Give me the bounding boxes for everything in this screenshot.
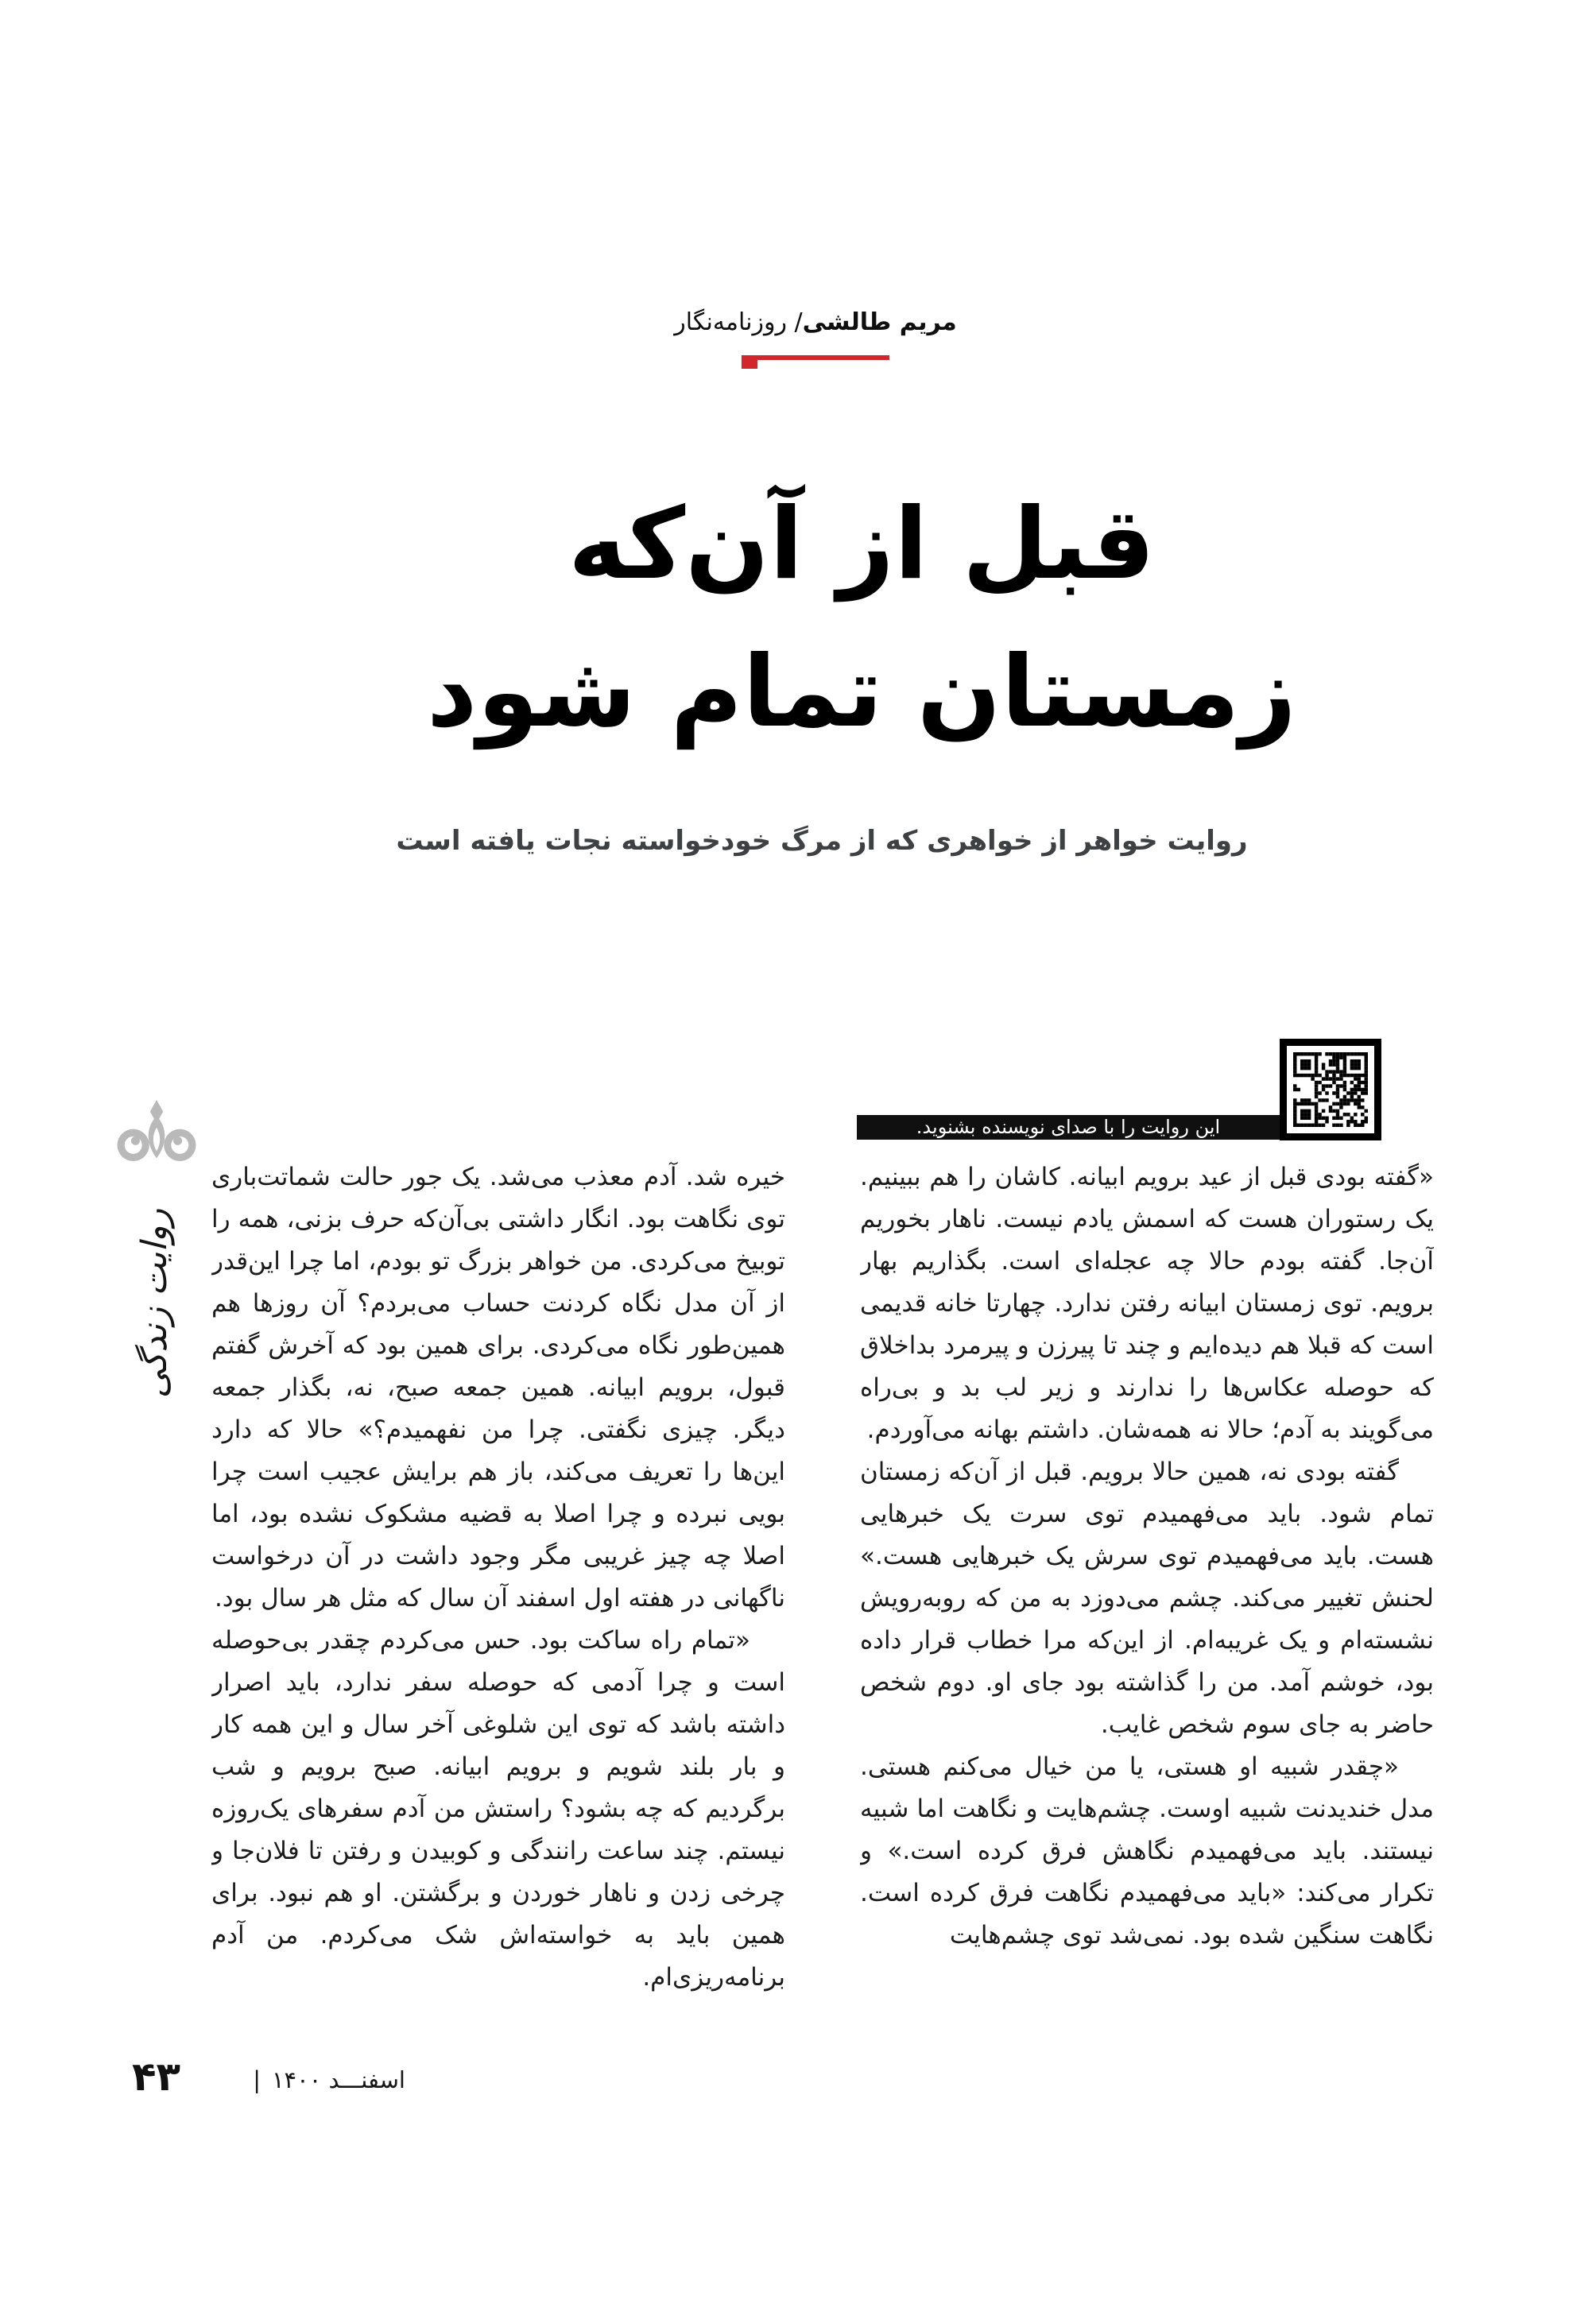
byline <box>657 308 974 336</box>
byline-rule-line <box>757 355 889 360</box>
paragraph: «چقدر شبیه او هستی، یا من خیال می‌کنم هستی. مدل خندیدنت شبیه اوست. چشم‌هایت و نگاهت اما شبیه نیستند. باید می‌فهمیدم نگاهش فرق کرده است.» و تکرار می‌کند: «باید می‌فهمیدم نگاهت فرق کرده است. نگاهت سنگین شده بود. نمی‌شد توی چشم‌هایت <box>860 1752 1434 1950</box>
article-title <box>369 470 1354 766</box>
title-line-2: زمستان تمام شود <box>426 635 1297 749</box>
audio-bar <box>857 1115 1280 1140</box>
paragraph: خیره شد. آدم معذب می‌شد. یک جور حالت شماتت‌باری توی نگاهت بود. انگار داشتی بی‌آن‌که حرف بزنی، همه را توبیخ می‌کردی. من خواهر بزرگ تو بودم، اما چرا این‌قدر از آن مدل نگاه کردنت حساب می‌بردم؟ آن روزها هم همین‌طور نگاه می‌کردی. برای همین بود که آخرش گفتم قبول، برویم ابیانه. همین جمعه صبح، نه، بگذار جمعه دیگر. چیزی نگفتی. چرا من نفهمیدم؟» حالا که دارد این‌ها را تعریف می‌کند، باز هم برایش عجیب است چرا بویی نبرده و چرا اصلا به قضیه مشکوک نشده بود، اما اصلا چه چیز غریبی مگر وجود داشت در آن درخواست ناگهانی در هفته اول اسفند آن سال که مثل هر سال بود. <box>211 1163 785 1613</box>
page-number: ۴۳ <box>132 2054 181 2100</box>
sidebar-section-label: روایت زندگی <box>134 1208 175 1399</box>
qr-code <box>1280 1039 1381 1140</box>
issue-date <box>230 2066 405 2093</box>
author-role: / روزنامه‌نگار <box>674 308 803 336</box>
column-left <box>211 1156 785 2062</box>
title-line-1: قبل از آن‌که <box>568 487 1156 602</box>
paragraph: «گفته بودی قبل از عید برویم ابیانه. کاشان را هم ببینیم. یک رستوران هست که اسمش یادم نیست. ناهار بخوریم آن‌جا. گفته بودم حالا چه عجله‌ای است. بگذاریم بهار برویم. توی زمستان ابیانه رفتن ندارد. چهارتا خانه قدیمی است که قبلا هم دیده‌ایم و چند تا پیرزن و پیرمرد بداخلاق که حوصله عکاس‌ها را ندارند و زیر لب بد و بی‌راه می‌گویند به آدم؛ حالا نه همه‌شان. داشتم بهانه می‌آوردم. <box>860 1163 1434 1444</box>
paragraph: گفته بودی نه، همین حالا برویم. قبل از آن‌که زمستان تمام شود. باید می‌فهمیدم توی سرت یک خبرهایی هست. باید می‌فهمیدم توی سرش یک خبرهایی هست.» لحنش تغییر می‌کند. چشم می‌دوزد به من که روبه‌رویش نشسته‌ام و یک غریبه‌ام. از این‌که مرا خطاب قرار داده بود، خوشم آمد. من را گذاشته بود جای او. دوم شخص حاضر به جای سوم شخص غایب. <box>860 1458 1434 1739</box>
article-subtitle: روایت خواهر از خواهری که از مرگ خودخواسته نجات یافته است <box>396 825 1248 857</box>
byline-rule-square <box>742 355 757 369</box>
footer-divider: | <box>253 2066 261 2093</box>
column-right <box>860 1156 1434 2062</box>
paragraph: «تمام راه ساکت بود. حس می‌کردم چقدر بی‌حوصله است و چرا آدمی که حوصله سفر ندارد، باید اصرار داشته باشد که توی این شلوغی آخر سال و این همه کار و بار بلند شویم و برویم ابیانه. صبح برویم و شب برگردیم که چه بشود؟ راستش من آدم سفرهای یک‌روزه نیستم. چند ساعت رانندگی و کوبیدن و رفتن تا فلان‌جا و چرخی زدن و ناهار خوردن و برگشتن. او هم نبود. برای همین باید به خواسته‌اش شک می‌کردم. من آدم برنامه‌ریزی‌ام. <box>211 1626 785 1992</box>
audio-bar-label: این روایت را با صدای نویسنده بشنوید. <box>916 1116 1221 1138</box>
author-name: مریم طالشی <box>802 308 957 336</box>
issue-month-year: اسفنـــد ۱۴۰۰ <box>271 2066 405 2093</box>
